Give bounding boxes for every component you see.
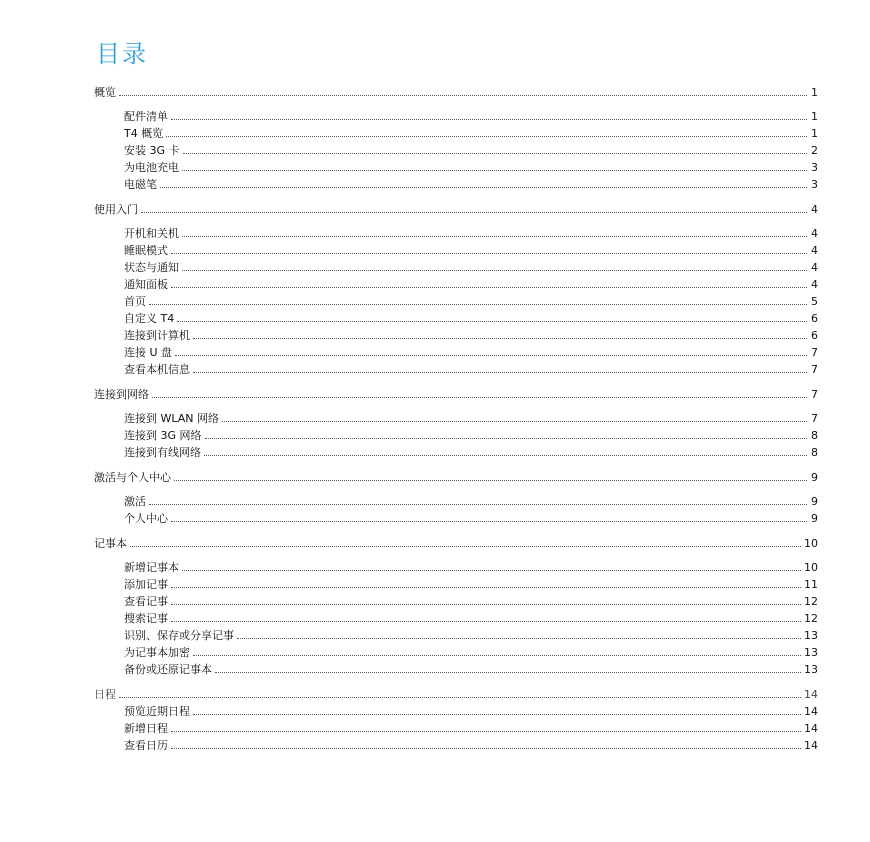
toc-page-number: 10 (804, 561, 818, 574)
toc-entry[interactable] (94, 291, 818, 308)
toc-entry[interactable] (94, 659, 818, 676)
toc-page-number: 13 (804, 629, 818, 642)
toc-entry-label: 日程 (94, 688, 116, 701)
toc-entry-label: 首页 (124, 295, 146, 308)
dot-leader (182, 270, 807, 271)
toc-page-number: 8 (811, 429, 818, 442)
toc-entry-label: 自定义 T4 (124, 312, 175, 325)
toc-entry-label: 安装 3G 卡 (124, 144, 180, 157)
toc-page-number: 1 (811, 127, 818, 140)
toc-page-number: 7 (811, 346, 818, 359)
dot-leader (149, 304, 807, 305)
toc-page-number: 14 (804, 722, 818, 735)
toc-entry[interactable] (94, 642, 818, 659)
dot-leader (193, 372, 807, 373)
toc-entry[interactable] (94, 491, 818, 508)
toc-page-number: 9 (811, 512, 818, 525)
toc-entry[interactable] (94, 140, 818, 157)
dot-leader (182, 170, 807, 171)
dot-leader (152, 397, 807, 398)
toc-page-number: 5 (811, 295, 818, 308)
toc-page-number: 9 (811, 495, 818, 508)
toc-section-entry[interactable] (94, 199, 818, 216)
toc-entry-label: 连接到 3G 网络 (124, 429, 202, 442)
toc-page-number: 7 (811, 388, 818, 401)
toc-page-number: 7 (811, 412, 818, 425)
dot-leader (171, 621, 801, 622)
dot-leader (171, 521, 807, 522)
toc-title: 目录 (96, 40, 148, 68)
dot-leader (183, 153, 807, 154)
toc-entry[interactable] (94, 174, 818, 191)
dot-leader (171, 604, 801, 605)
toc-entry[interactable] (94, 442, 818, 459)
toc-entry[interactable] (94, 157, 818, 174)
toc-entry[interactable] (94, 425, 818, 442)
toc-page-number: 9 (811, 471, 818, 484)
toc-entry-label: 使用入门 (94, 203, 138, 216)
toc-entry-label: 连接 U 盘 (124, 346, 173, 359)
toc-page-number: 6 (811, 329, 818, 342)
toc-page-number: 4 (811, 278, 818, 291)
toc-entry[interactable] (94, 574, 818, 591)
toc-entry-label: 备份或还原记事本 (124, 663, 212, 676)
toc-entry[interactable] (94, 240, 818, 257)
toc-entry-label: 为记事本加密 (124, 646, 190, 659)
toc-section-entry[interactable] (94, 82, 818, 99)
toc-section-entry[interactable] (94, 533, 818, 550)
dot-leader (193, 338, 807, 339)
toc-page-number: 14 (804, 688, 818, 701)
dot-leader (193, 714, 801, 715)
toc-entry[interactable] (94, 591, 818, 608)
toc-entry-label: 状态与通知 (124, 261, 179, 274)
dot-leader (119, 95, 807, 96)
toc-entry-label: 查看记事 (124, 595, 168, 608)
toc-entry-label: 激活 (124, 495, 146, 508)
toc-page-number: 8 (811, 446, 818, 459)
dot-leader (204, 455, 807, 456)
toc-entry[interactable] (94, 342, 818, 359)
toc-page-number: 4 (811, 227, 818, 240)
toc-page-number: 11 (804, 578, 818, 591)
dot-leader (171, 731, 801, 732)
toc-entry-label: 新增日程 (124, 722, 168, 735)
toc-entry-label: 为电池充电 (124, 161, 179, 174)
toc-page-number: 4 (811, 244, 818, 257)
toc-page-number: 6 (811, 312, 818, 325)
toc-entry-label: T4 概览 (124, 127, 164, 140)
toc-page-number: 13 (804, 663, 818, 676)
toc-entry[interactable] (94, 735, 818, 752)
toc-page-number: 3 (811, 178, 818, 191)
toc-entry-label: 识别、保存或分享记事 (124, 629, 234, 642)
toc-page-number: 3 (811, 161, 818, 174)
toc-entry[interactable] (94, 223, 818, 240)
dot-leader (174, 480, 807, 481)
toc-entry-label: 连接到 WLAN 网络 (124, 412, 220, 425)
dot-leader (171, 748, 801, 749)
toc-entry[interactable] (94, 257, 818, 274)
dot-leader (175, 355, 807, 356)
toc-entry[interactable] (94, 274, 818, 291)
toc-section-entry[interactable] (94, 384, 818, 401)
dot-leader (193, 655, 801, 656)
dot-leader (177, 321, 807, 322)
toc-entry-label: 配件清单 (124, 110, 168, 123)
toc-entry-label: 个人中心 (124, 512, 168, 525)
dot-leader (222, 421, 807, 422)
dot-leader (237, 638, 801, 639)
toc-entry-label: 查看日历 (124, 739, 168, 752)
toc-entry-label: 添加记事 (124, 578, 168, 591)
dot-leader (119, 697, 801, 698)
dot-leader (171, 119, 807, 120)
dot-leader (149, 504, 807, 505)
toc-entry-label: 预览近期日程 (124, 705, 190, 718)
toc-entry[interactable] (94, 308, 818, 325)
toc-entry-label: 概览 (94, 86, 116, 99)
toc-entry[interactable] (94, 508, 818, 525)
toc-entry[interactable] (94, 106, 818, 123)
toc-entry[interactable] (94, 718, 818, 735)
toc-entry-label: 搜索记事 (124, 612, 168, 625)
toc-entry-label: 激活与个人中心 (94, 471, 171, 484)
dot-leader (130, 546, 801, 547)
toc-entry-label: 新增记事本 (124, 561, 179, 574)
toc-page-number: 12 (804, 612, 818, 625)
toc-entry-label: 连接到有线网络 (124, 446, 201, 459)
toc-page-number: 1 (811, 110, 818, 123)
dot-leader (182, 570, 801, 571)
dot-leader (215, 672, 801, 673)
toc-entry[interactable] (94, 701, 818, 718)
dot-leader (171, 253, 807, 254)
toc-page-number: 12 (804, 595, 818, 608)
dot-leader (141, 212, 807, 213)
toc-entry[interactable] (94, 408, 818, 425)
dot-leader (171, 587, 801, 588)
toc-entry-label: 睡眠模式 (124, 244, 168, 257)
toc-entry-label: 通知面板 (124, 278, 168, 291)
toc-page-number: 4 (811, 261, 818, 274)
toc-page-number: 13 (804, 646, 818, 659)
toc-page-number: 2 (811, 144, 818, 157)
toc-page-number: 14 (804, 739, 818, 752)
dot-leader (205, 438, 807, 439)
toc-entry[interactable] (94, 123, 818, 140)
toc-entry-label: 开机和关机 (124, 227, 179, 240)
toc-page-number: 10 (804, 537, 818, 550)
toc-entry[interactable] (94, 325, 818, 342)
dot-leader (182, 236, 807, 237)
table-of-contents (94, 82, 818, 752)
toc-entry[interactable] (94, 608, 818, 625)
toc-entry-label: 连接到网络 (94, 388, 149, 401)
toc-entry[interactable] (94, 625, 818, 642)
dot-leader (160, 187, 807, 188)
toc-entry[interactable] (94, 557, 818, 574)
toc-entry-label: 电磁笔 (124, 178, 157, 191)
toc-section-entry[interactable] (94, 684, 818, 701)
dot-leader (171, 287, 807, 288)
toc-entry[interactable] (94, 359, 818, 376)
toc-entry-label: 记事本 (94, 537, 127, 550)
toc-entry-label: 连接到计算机 (124, 329, 190, 342)
toc-page-number: 14 (804, 705, 818, 718)
toc-page-number: 1 (811, 86, 818, 99)
toc-page-number: 4 (811, 203, 818, 216)
toc-page-number: 7 (811, 363, 818, 376)
dot-leader (166, 136, 807, 137)
toc-section-entry[interactable] (94, 467, 818, 484)
toc-entry-label: 查看本机信息 (124, 363, 190, 376)
